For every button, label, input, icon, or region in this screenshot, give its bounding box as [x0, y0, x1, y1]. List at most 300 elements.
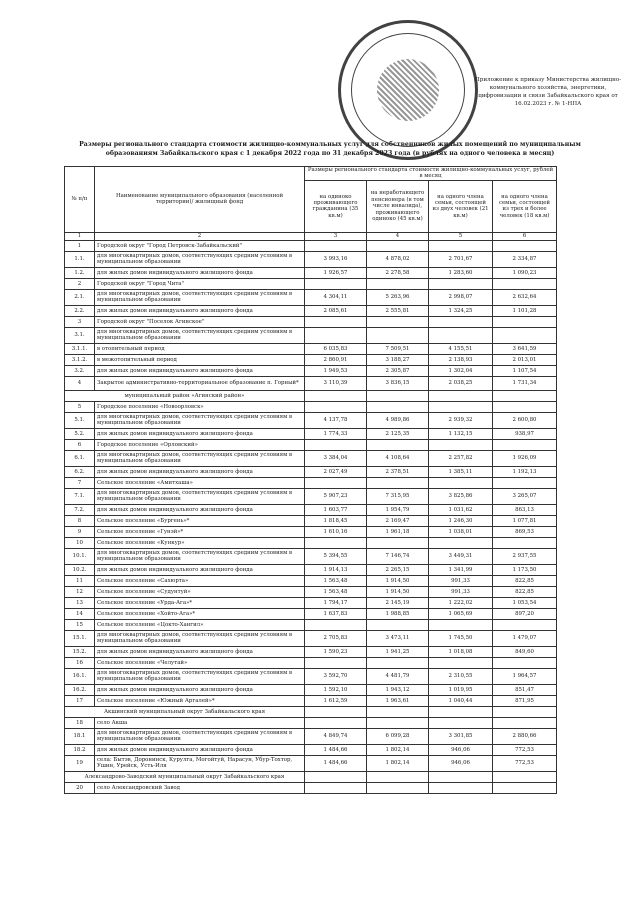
- row-name: Сельское поселение «Сахюрта»: [95, 575, 305, 586]
- row-number: 14: [65, 608, 95, 619]
- value-cell: 1 038,01: [429, 526, 493, 537]
- value-cell: [493, 316, 557, 327]
- table-row: [65, 755, 557, 771]
- row-name: Сельское поселение «Челутай»: [95, 657, 305, 668]
- header-group: Размеры регионального стандарта стоимости жилищно-коммунальных услуг, рублей в месяц: [305, 167, 557, 181]
- table-row: [65, 504, 557, 515]
- row-name: Сельское поселение «Южный Аргалей»*: [95, 695, 305, 706]
- row-number: 20: [65, 782, 95, 793]
- value-cell: 869,53: [493, 526, 557, 537]
- value-cell: 1 963,61: [367, 695, 429, 706]
- row-name: для многоквартирных домов, соответствующих средним условиям в муниципальном образовании: [95, 728, 305, 744]
- row-number: 7.2.: [65, 504, 95, 515]
- value-cell: 1 914,50: [367, 586, 429, 597]
- value-cell: 3 641,59: [493, 343, 557, 354]
- table-body: [65, 240, 557, 793]
- value-cell: 7 509,51: [367, 343, 429, 354]
- value-cell: 2 701,67: [429, 251, 493, 267]
- header-number: № п/п: [65, 167, 95, 233]
- value-cell: [493, 401, 557, 412]
- row-name: для жилых домов индивидуального жилищного фонда: [95, 684, 305, 695]
- row-number: 7.1.: [65, 488, 95, 504]
- row-number: 6.2.: [65, 466, 95, 477]
- value-cell: 1 943,12: [367, 684, 429, 695]
- row-name: Сельское поселение «Бургень»*: [95, 515, 305, 526]
- table-row: [65, 575, 557, 586]
- row-number: 18.1: [65, 728, 95, 744]
- table-row: [65, 488, 557, 504]
- value-cell: 5 263,96: [367, 289, 429, 305]
- value-cell: 1 612,59: [305, 695, 367, 706]
- value-cell: [493, 619, 557, 630]
- table-row: [65, 717, 557, 728]
- value-cell: [429, 240, 493, 251]
- row-number: 3: [65, 316, 95, 327]
- value-cell: 1 926,57: [305, 267, 367, 278]
- value-cell: [429, 316, 493, 327]
- row-name: Городское поселение «Новоорловск»: [95, 401, 305, 412]
- table-row: [65, 365, 557, 376]
- table-row: [65, 289, 557, 305]
- value-cell: 1 590,23: [305, 646, 367, 657]
- table-row: [65, 619, 557, 630]
- row-number: 17: [65, 695, 95, 706]
- value-cell: [305, 278, 367, 289]
- value-cell: 3 993,16: [305, 251, 367, 267]
- value-cell: 5 907,23: [305, 488, 367, 504]
- row-name: для жилых домов индивидуального жилищного фонда: [95, 267, 305, 278]
- value-cell: 851,47: [493, 684, 557, 695]
- value-cell: 3 265,07: [493, 488, 557, 504]
- value-cell: 1 484,66: [305, 744, 367, 755]
- value-cell: 3 384,04: [305, 450, 367, 466]
- header-index: 3: [305, 232, 367, 240]
- row-number: 18.2: [65, 744, 95, 755]
- table-row: [65, 305, 557, 316]
- value-cell: 1 802,14: [367, 755, 429, 771]
- value-cell: 822,85: [493, 575, 557, 586]
- value-cell: 1 107,54: [493, 365, 557, 376]
- row-name: Сельское поселение «Кункур»: [95, 537, 305, 548]
- section-title: муниципальный район «Агинский район»: [65, 390, 305, 401]
- value-cell: 1 988,85: [367, 608, 429, 619]
- table-row: [65, 390, 557, 401]
- table-row: [65, 586, 557, 597]
- value-cell: 822,85: [493, 586, 557, 597]
- value-cell: [429, 782, 493, 793]
- value-cell: 2 939,32: [429, 412, 493, 428]
- value-cell: 4 481,79: [367, 668, 429, 684]
- row-number: 5.2.: [65, 428, 95, 439]
- row-name: для многоквартирных домов, соответствующих средним условиям в муниципальном образовании: [95, 450, 305, 466]
- document-title: Размеры регионального стандарта стоимости жилищно-коммунальных услуг для собственников жилых помещений по муниципальным образованиям Забайкальского края с 1 декабря 2022 года по 31 декабря 2023 года (в рублях на одного человека в месяц): [79, 141, 581, 157]
- value-cell: 1 563,48: [305, 586, 367, 597]
- value-cell: 2 880,66: [493, 728, 557, 744]
- value-cell: 2 257,82: [429, 450, 493, 466]
- row-number: 5.1.: [65, 412, 95, 428]
- value-cell: 1 192,13: [493, 466, 557, 477]
- value-cell: 1 610,16: [305, 526, 367, 537]
- value-cell: 1 774,33: [305, 428, 367, 439]
- table-row: [65, 782, 557, 793]
- row-name: для многоквартирных домов, соответствующих средним условиям в муниципальном образовании: [95, 668, 305, 684]
- value-cell: 2 632,64: [493, 289, 557, 305]
- value-cell: 991,33: [429, 586, 493, 597]
- value-cell: 1 802,14: [367, 744, 429, 755]
- value-cell: [305, 401, 367, 412]
- row-number: 16.1.: [65, 668, 95, 684]
- row-name: Сельское поселение «Хойто-Ага»*: [95, 608, 305, 619]
- row-name: для многоквартирных домов, соответствующих средним условиям в муниципальном образовании: [95, 289, 305, 305]
- value-cell: 7 146,74: [367, 548, 429, 564]
- value-cell: 3 473,11: [367, 630, 429, 646]
- table-row: [65, 401, 557, 412]
- table-row: [65, 251, 557, 267]
- row-number: 15.1.: [65, 630, 95, 646]
- value-cell: [493, 537, 557, 548]
- value-cell: 3 188,27: [367, 354, 429, 365]
- value-cell: [429, 619, 493, 630]
- value-cell: [367, 278, 429, 289]
- value-cell: 1 040,44: [429, 695, 493, 706]
- row-number: 6.1.: [65, 450, 95, 466]
- value-cell: 3 301,85: [429, 728, 493, 744]
- table-row: [65, 267, 557, 278]
- appendix-note: Приложение к приказу Министерства жилищно-коммунального хозяйства, энергетики, цифровизации и связи Забайкальского края от 16.02.2023 г. № 1-НПА: [474, 77, 622, 107]
- value-cell: 2 310,55: [429, 668, 493, 684]
- value-cell: 2 085,61: [305, 305, 367, 316]
- value-cell: 1 173,50: [493, 564, 557, 575]
- value-cell: 1 603,77: [305, 504, 367, 515]
- empty-cell: [305, 771, 367, 782]
- row-number: 8: [65, 515, 95, 526]
- value-cell: [429, 401, 493, 412]
- empty-cell: [429, 771, 493, 782]
- row-name: для многоквартирных домов, соответствующих средним условиям в муниципальном образовании: [95, 412, 305, 428]
- row-number: 5: [65, 401, 95, 412]
- table-row: [65, 684, 557, 695]
- row-number: 15: [65, 619, 95, 630]
- value-cell: [429, 278, 493, 289]
- table-row: [65, 515, 557, 526]
- table-row: [65, 240, 557, 251]
- row-number: 12: [65, 586, 95, 597]
- table-row: [65, 428, 557, 439]
- value-cell: 2 027,49: [305, 466, 367, 477]
- value-cell: 1 302,04: [429, 365, 493, 376]
- value-cell: 1 637,83: [305, 608, 367, 619]
- table-row: [65, 548, 557, 564]
- value-cell: [305, 316, 367, 327]
- row-number: 15.2.: [65, 646, 95, 657]
- table-row: [65, 439, 557, 450]
- table-row: [65, 630, 557, 646]
- row-number: 16.2.: [65, 684, 95, 695]
- value-cell: 3 110,39: [305, 376, 367, 390]
- row-name: Городской округ "Город Чита": [95, 278, 305, 289]
- row-number: 19: [65, 755, 95, 771]
- value-cell: 871,95: [493, 695, 557, 706]
- value-cell: 2 998,07: [429, 289, 493, 305]
- row-name: для жилых домов индивидуального жилищного фонда: [95, 564, 305, 575]
- row-name: Сельское поселение «Урда-Ага»*: [95, 597, 305, 608]
- row-name: село Александровский Завод: [95, 782, 305, 793]
- value-cell: 1 479,07: [493, 630, 557, 646]
- value-cell: [493, 327, 557, 343]
- table-row: [65, 354, 557, 365]
- value-cell: 1 926,09: [493, 450, 557, 466]
- value-cell: 2 138,93: [429, 354, 493, 365]
- value-cell: 2 169,47: [367, 515, 429, 526]
- value-cell: 2 125,35: [367, 428, 429, 439]
- header-index: 5: [429, 232, 493, 240]
- empty-cell: [429, 706, 493, 717]
- row-number: 1.2.: [65, 267, 95, 278]
- row-number: 3.1.: [65, 327, 95, 343]
- table-row: [65, 316, 557, 327]
- value-cell: [493, 657, 557, 668]
- row-name: для жилых домов индивидуального жилищного фонда: [95, 305, 305, 316]
- official-seal: [338, 20, 478, 160]
- row-name: для многоквартирных домов, соответствующих средним условиям в муниципальном образовании: [95, 488, 305, 504]
- value-cell: 4 137,78: [305, 412, 367, 428]
- value-cell: [305, 240, 367, 251]
- row-name: для жилых домов индивидуального жилищного фонда: [95, 646, 305, 657]
- value-cell: 4 155,51: [429, 343, 493, 354]
- table-row: [65, 695, 557, 706]
- value-cell: 2 860,91: [305, 354, 367, 365]
- value-cell: 1 341,99: [429, 564, 493, 575]
- value-cell: 2 265,15: [367, 564, 429, 575]
- table-row: [65, 744, 557, 755]
- value-cell: 2 145,19: [367, 597, 429, 608]
- value-cell: 3 825,86: [429, 488, 493, 504]
- value-cell: 1 731,34: [493, 376, 557, 390]
- section-title: Акшинский муниципальный округ Забайкальского края: [65, 706, 305, 717]
- row-name: Сельское поселение «Гунэй»*: [95, 526, 305, 537]
- row-number: 7: [65, 477, 95, 488]
- row-number: 2: [65, 278, 95, 289]
- row-name: для жилых домов индивидуального жилищного фонда: [95, 744, 305, 755]
- row-name: Сельское поселение «Судунтуй»: [95, 586, 305, 597]
- row-name: Закрытое административно-территориальное образование п. Горный*: [95, 376, 305, 390]
- value-cell: 946,06: [429, 755, 493, 771]
- value-cell: 1 745,50: [429, 630, 493, 646]
- value-cell: 2 378,51: [367, 466, 429, 477]
- row-name: село Акша: [95, 717, 305, 728]
- table-row: [65, 327, 557, 343]
- table-row: [65, 646, 557, 657]
- value-cell: [367, 401, 429, 412]
- value-cell: 1 818,45: [305, 515, 367, 526]
- value-cell: [367, 537, 429, 548]
- value-cell: [305, 657, 367, 668]
- header-name: Наименование муниципального образования (населенной территории)/ жилищный фонд: [95, 167, 305, 233]
- value-cell: 4 108,64: [367, 450, 429, 466]
- value-cell: [493, 240, 557, 251]
- row-number: 11: [65, 575, 95, 586]
- empty-cell: [367, 771, 429, 782]
- header-three-family: на одного члена семьи, состоящей из трех и более человек (18 кв.м): [493, 180, 557, 232]
- value-cell: 1 385,11: [429, 466, 493, 477]
- value-cell: [429, 717, 493, 728]
- row-number: 2.1.: [65, 289, 95, 305]
- value-cell: 1 484,66: [305, 755, 367, 771]
- empty-cell: [305, 706, 367, 717]
- value-cell: 1 949,53: [305, 365, 367, 376]
- row-number: 3.2.: [65, 365, 95, 376]
- value-cell: 991,33: [429, 575, 493, 586]
- value-cell: [493, 782, 557, 793]
- value-cell: [493, 439, 557, 450]
- value-cell: 3 592,70: [305, 668, 367, 684]
- value-cell: [367, 316, 429, 327]
- row-number: 6: [65, 439, 95, 450]
- row-name: Городское поселение «Орловский»: [95, 439, 305, 450]
- table-row: [65, 537, 557, 548]
- value-cell: 1 914,13: [305, 564, 367, 575]
- empty-cell: [367, 390, 429, 401]
- value-cell: 1 222,02: [429, 597, 493, 608]
- row-number: 9: [65, 526, 95, 537]
- row-name: в отопительный период: [95, 343, 305, 354]
- value-cell: 4 878,02: [367, 251, 429, 267]
- value-cell: 938,97: [493, 428, 557, 439]
- empty-cell: [305, 390, 367, 401]
- row-name: села: Бытэв, Доронинск, Курулга, Могойтуй, Нарасун, Убур-Тохтор, Ушин, Урейск, Усть-Иля: [95, 755, 305, 771]
- table-row: [65, 608, 557, 619]
- row-number: 4: [65, 376, 95, 390]
- value-cell: 1 065,69: [429, 608, 493, 619]
- table-row: [65, 564, 557, 575]
- value-cell: 1 914,50: [367, 575, 429, 586]
- standards-table: [64, 166, 557, 794]
- value-cell: 6 035,83: [305, 343, 367, 354]
- value-cell: 3 449,31: [429, 548, 493, 564]
- row-number: 3.1.1.: [65, 343, 95, 354]
- value-cell: 1 031,62: [429, 504, 493, 515]
- value-cell: 1 954,79: [367, 504, 429, 515]
- row-name: для многоквартирных домов, соответствующих средним условиям в муниципальном образовании: [95, 327, 305, 343]
- value-cell: [429, 537, 493, 548]
- value-cell: [305, 717, 367, 728]
- value-cell: 1 964,57: [493, 668, 557, 684]
- table-row: [65, 477, 557, 488]
- value-cell: [429, 477, 493, 488]
- row-number: 3.1.2.: [65, 354, 95, 365]
- row-number: 1: [65, 240, 95, 251]
- value-cell: 1 101,28: [493, 305, 557, 316]
- table-row: [65, 450, 557, 466]
- row-number: 16: [65, 657, 95, 668]
- row-number: 10: [65, 537, 95, 548]
- row-name: для многоквартирных домов, соответствующих средним условиям в муниципальном образовании: [95, 630, 305, 646]
- table-row: [65, 343, 557, 354]
- table-row: [65, 526, 557, 537]
- value-cell: [305, 477, 367, 488]
- value-cell: 1 794,17: [305, 597, 367, 608]
- header-index: 1: [65, 232, 95, 240]
- table-row: [65, 466, 557, 477]
- value-cell: [493, 717, 557, 728]
- value-cell: 2 334,87: [493, 251, 557, 267]
- value-cell: 5 394,55: [305, 548, 367, 564]
- value-cell: 2 013,01: [493, 354, 557, 365]
- value-cell: 2 038,25: [429, 376, 493, 390]
- value-cell: 2 705,83: [305, 630, 367, 646]
- row-name: для жилых домов индивидуального жилищного фонда: [95, 466, 305, 477]
- table-row: [65, 597, 557, 608]
- header-index: 2: [95, 232, 305, 240]
- value-cell: [367, 782, 429, 793]
- table-row: [65, 376, 557, 390]
- row-number: 1.1.: [65, 251, 95, 267]
- value-cell: [367, 439, 429, 450]
- value-cell: [305, 782, 367, 793]
- value-cell: [367, 717, 429, 728]
- table-row: [65, 771, 557, 782]
- value-cell: 1 324,25: [429, 305, 493, 316]
- value-cell: [305, 619, 367, 630]
- value-cell: 1 077,81: [493, 515, 557, 526]
- value-cell: 1 246,30: [429, 515, 493, 526]
- row-name: Сельское поселение «Цокто-Хангил»: [95, 619, 305, 630]
- empty-cell: [367, 706, 429, 717]
- value-cell: 1 090,23: [493, 267, 557, 278]
- value-cell: 1 283,60: [429, 267, 493, 278]
- row-number: 13: [65, 597, 95, 608]
- value-cell: [367, 240, 429, 251]
- row-name: для многоквартирных домов, соответствующих средним условиям в муниципальном образовании: [95, 251, 305, 267]
- value-cell: 2 278,58: [367, 267, 429, 278]
- value-cell: 2 600,80: [493, 412, 557, 428]
- value-cell: 4 304,11: [305, 289, 367, 305]
- value-cell: 863,13: [493, 504, 557, 515]
- value-cell: 946,06: [429, 744, 493, 755]
- header-two-family: на одного члена семьи, состоящей из двух человек (21 кв.м): [429, 180, 493, 232]
- header-pensioner: на неработающего пенсионера (в том числе инвалида), проживающего одиноко (45 кв.м): [367, 180, 429, 232]
- row-name: Городской округ "Город Петровск-Забайкальский": [95, 240, 305, 251]
- table-row: [65, 706, 557, 717]
- value-cell: 1 563,48: [305, 575, 367, 586]
- row-name: в межотопительный период: [95, 354, 305, 365]
- empty-cell: [493, 706, 557, 717]
- value-cell: [429, 439, 493, 450]
- seal-emblem-icon: [377, 59, 439, 121]
- value-cell: [429, 327, 493, 343]
- value-cell: [429, 657, 493, 668]
- header-single: на одиноко проживающего гражданина (35 кв.м): [305, 180, 367, 232]
- value-cell: 3 836,15: [367, 376, 429, 390]
- value-cell: [367, 619, 429, 630]
- value-cell: [367, 657, 429, 668]
- table-row: [65, 657, 557, 668]
- value-cell: [493, 278, 557, 289]
- value-cell: [305, 327, 367, 343]
- empty-cell: [493, 771, 557, 782]
- row-name: для жилых домов индивидуального жилищного фонда: [95, 428, 305, 439]
- row-number: 10.1.: [65, 548, 95, 564]
- value-cell: 1 018,08: [429, 646, 493, 657]
- table-row: [65, 412, 557, 428]
- header-index: 4: [367, 232, 429, 240]
- value-cell: [493, 477, 557, 488]
- value-cell: [305, 439, 367, 450]
- row-number: 10.2.: [65, 564, 95, 575]
- value-cell: 1 961,18: [367, 526, 429, 537]
- value-cell: 1 132,15: [429, 428, 493, 439]
- value-cell: [367, 477, 429, 488]
